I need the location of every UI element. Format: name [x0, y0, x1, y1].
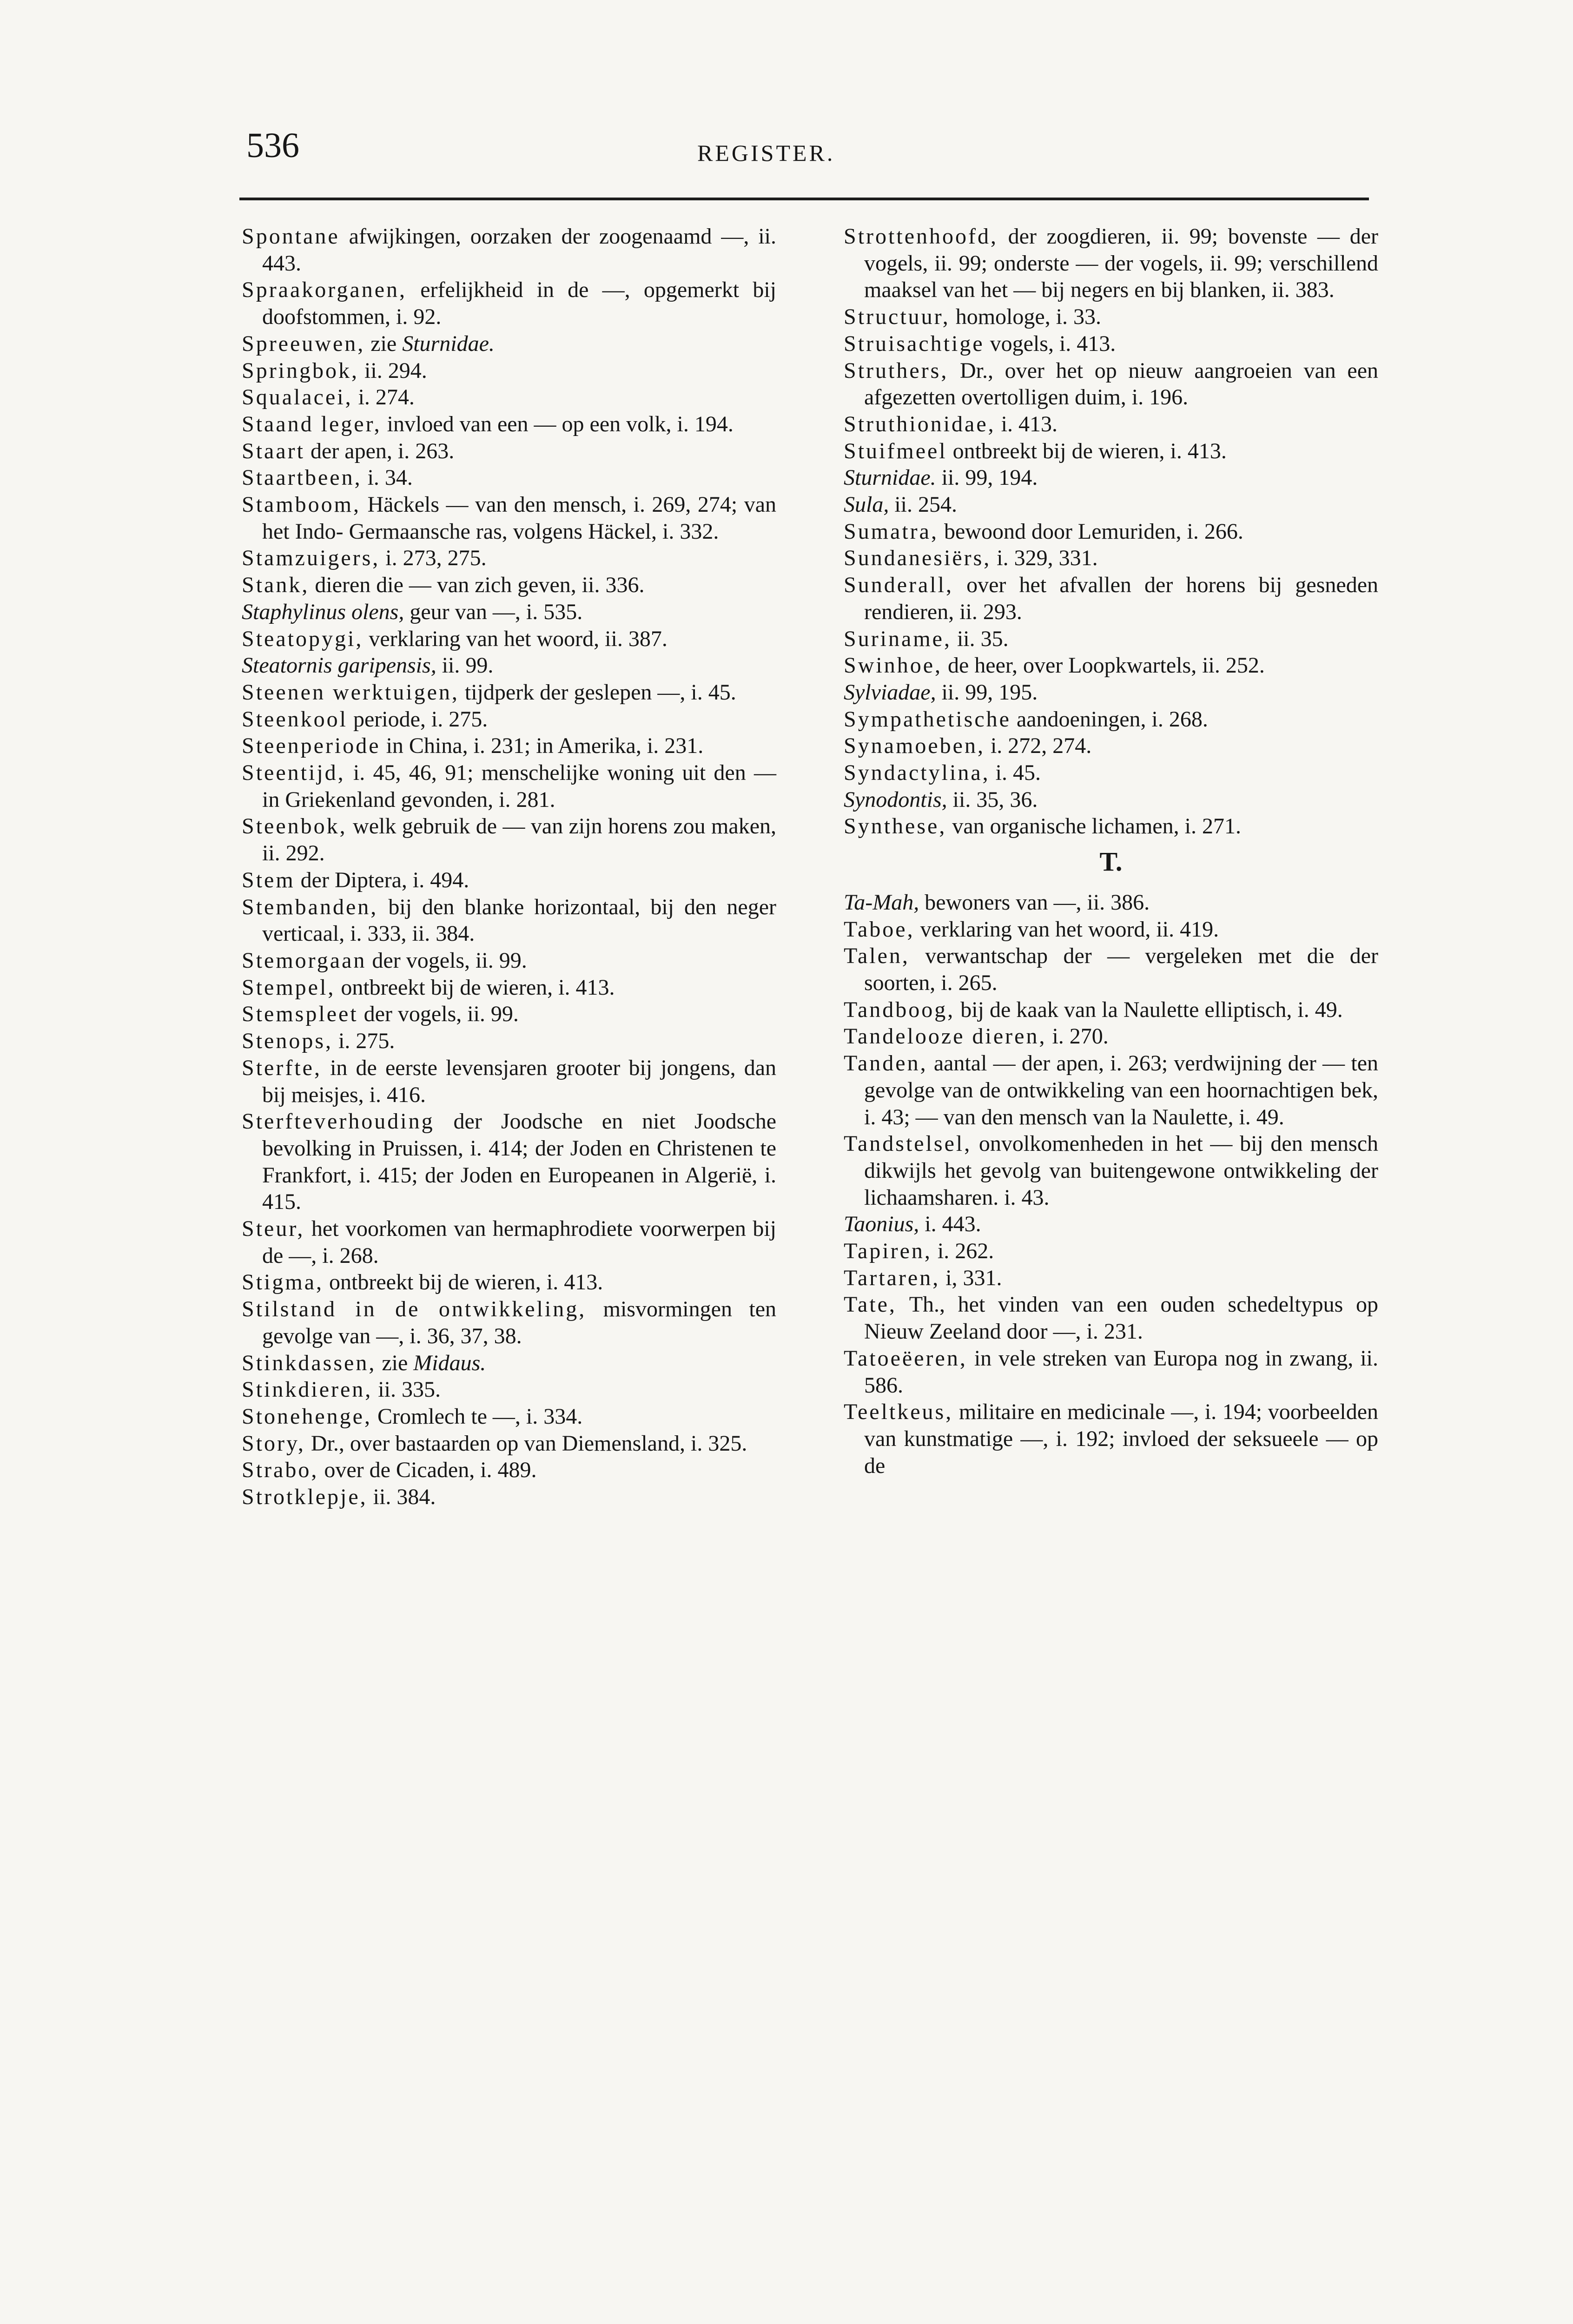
index-entry	[242, 223, 776, 277]
index-locator: der vogels, ii. 99.	[366, 948, 527, 973]
index-entry	[242, 813, 776, 866]
index-term: Teeltkeus,	[844, 1400, 953, 1425]
index-entry	[844, 786, 1378, 813]
index-term: Strabo,	[242, 1458, 319, 1483]
index-entry	[844, 572, 1378, 625]
index-entry	[844, 1050, 1378, 1130]
index-entry	[844, 1291, 1378, 1345]
index-locator: ii. 99, 194.	[936, 465, 1038, 490]
index-crossref: Sturnidae.	[402, 331, 495, 356]
index-entry	[844, 652, 1378, 679]
index-locator: vogels, i. 413.	[984, 331, 1116, 356]
index-entry	[844, 518, 1378, 545]
index-locator: i. 274.	[352, 385, 415, 410]
index-term: Sturnidae.	[844, 465, 936, 490]
index-term: Sylviadae,	[844, 680, 936, 705]
index-entry	[242, 384, 776, 411]
left-column	[242, 223, 776, 1511]
index-locator: in de eerste levensjaren grooter bij jongens, dan bij meisjes, i. 416.	[262, 1055, 776, 1107]
index-term: Swinhoe,	[844, 653, 942, 678]
index-entry	[242, 706, 776, 733]
index-entry	[242, 974, 776, 1001]
header-rule	[239, 198, 1369, 200]
index-entry	[844, 626, 1378, 653]
index-entry	[242, 679, 776, 706]
index-crossref: Midaus.	[413, 1350, 486, 1375]
index-entry	[242, 1108, 776, 1215]
index-term: Suriname,	[844, 626, 952, 651]
index-entry	[242, 1001, 776, 1028]
index-term: Stempel,	[242, 975, 336, 1000]
index-locator: van organische lichamen, i. 271.	[946, 814, 1241, 839]
index-locator: periode, i. 275.	[347, 706, 488, 732]
index-locator: i. 270.	[1046, 1024, 1109, 1049]
index-locator: in vele streken van Europa nog in zwang, ii. 586.	[864, 1346, 1378, 1398]
index-entry	[844, 545, 1378, 572]
index-term: Stenops,	[242, 1029, 333, 1054]
index-term: Stamboom,	[242, 492, 361, 517]
index-term: Synodontis,	[844, 787, 947, 812]
index-entry	[844, 411, 1378, 438]
index-locator: der Diptera, i. 494.	[295, 867, 469, 892]
index-entry	[844, 1211, 1378, 1238]
index-locator: zie	[365, 331, 403, 356]
index-locator: Cromlech te —, i. 334.	[371, 1404, 583, 1429]
index-entry	[844, 813, 1378, 840]
index-term: Synamoeben,	[844, 733, 985, 759]
index-entry	[242, 1403, 776, 1430]
index-entry	[844, 943, 1378, 996]
index-locator: bewoners van —, ii. 386.	[919, 890, 1150, 915]
running-head: REGISTER.	[697, 140, 835, 166]
index-locator: het voorkomen van hermaphrodiete voorwerpen bij de —, i. 268.	[262, 1216, 776, 1268]
index-locator: homologe, i. 33.	[950, 304, 1102, 330]
index-term: Tandelooze dieren,	[844, 1024, 1047, 1049]
index-entry	[242, 491, 776, 545]
index-term: Struthionidae,	[844, 411, 996, 436]
index-entry	[844, 1238, 1378, 1265]
index-entry	[844, 304, 1378, 330]
index-locator: der Joodsche en niet Joodsche bevolking in Pruissen, i. 414; der Joden en Christenen te Frankfort, i. 415; der Joden en Europeanen in Algerië, i. 415.	[262, 1109, 776, 1215]
index-locator: ontbreekt bij de wieren, i. 413.	[324, 1270, 603, 1295]
index-term: Talen,	[844, 944, 910, 969]
index-entry	[844, 889, 1378, 916]
index-entry	[242, 1376, 776, 1403]
index-entry	[844, 997, 1378, 1023]
index-term: Stilstand in de ontwikkeling,	[242, 1297, 587, 1322]
index-term: Squalacei,	[242, 385, 353, 410]
index-locator: i. 45.	[990, 760, 1041, 786]
index-term: Steenbok,	[242, 814, 347, 839]
index-entry	[242, 947, 776, 974]
index-entry	[844, 223, 1378, 304]
index-term: Stemorgaan	[242, 948, 367, 973]
index-term: Tandboog,	[844, 997, 955, 1022]
index-term: Stamzuigers,	[242, 546, 380, 571]
index-term: Tate,	[844, 1292, 897, 1317]
index-entry	[242, 545, 776, 572]
index-entry	[242, 1484, 776, 1511]
index-entry	[242, 867, 776, 894]
index-term: Sterfte,	[242, 1055, 322, 1080]
index-locator: ii. 99.	[436, 653, 494, 678]
index-entry	[242, 1430, 776, 1457]
index-term: Structuur,	[844, 304, 950, 330]
index-locator: ii. 294.	[359, 358, 427, 383]
index-locator: Dr., over bastaarden op van Diemensland, i. 325.	[305, 1431, 747, 1456]
index-entry	[844, 464, 1378, 491]
index-locator: verwantschap der — vergeleken met die der soorten, i. 265.	[864, 944, 1378, 995]
index-term: Staart	[242, 438, 305, 463]
index-term: Stigma,	[242, 1270, 324, 1295]
index-term: Sumatra,	[844, 519, 939, 544]
index-term: Steentijd,	[242, 760, 345, 786]
index-locator: invloed van een — op een volk, i. 194.	[381, 411, 734, 436]
index-locator: ontbreekt bij de wieren, i. 413.	[947, 438, 1227, 463]
index-entry	[242, 599, 776, 626]
index-term: Ta-Mah,	[844, 890, 919, 915]
index-entry	[242, 1350, 776, 1377]
index-term: Syndactylina,	[844, 760, 990, 786]
index-locator: ii. 35.	[951, 626, 1009, 651]
index-locator: bij den blanke horizontaal, bij den neger verticaal, i. 333, ii. 384.	[262, 894, 776, 946]
index-locator: der zoogdieren, ii. 99; bovenste — der vogels, ii. 99; onderste — der vogels, ii. 99; verschillend maaksel van het — bij negers en bij blanken, ii. 383.	[864, 224, 1378, 303]
index-locator: ii. 254.	[889, 492, 958, 517]
index-entry	[242, 277, 776, 330]
index-term: Stinkdieren,	[242, 1377, 373, 1402]
index-locator: i. 443.	[919, 1212, 981, 1237]
index-term: Tartaren,	[844, 1265, 940, 1290]
index-term: Strotklepje,	[242, 1485, 368, 1510]
index-locator: der vogels, ii. 99.	[358, 1002, 519, 1027]
index-entry	[242, 572, 776, 599]
index-locator: Th., het vinden van een ouden schedeltypus op Nieuw Zeeland door —, i. 231.	[864, 1292, 1378, 1344]
index-entry	[242, 894, 776, 947]
index-locator: misvormingen ten gevolge van —, i. 36, 37, 38.	[262, 1297, 776, 1348]
index-term: Struthers,	[844, 358, 949, 383]
index-term: Staartbeen,	[242, 465, 362, 490]
index-term: Spontane	[242, 224, 340, 249]
index-term: Stuifmeel	[844, 438, 947, 463]
index-entry	[844, 706, 1378, 733]
index-locator: ii. 35, 36.	[947, 787, 1038, 812]
index-term: Tanden,	[844, 1051, 928, 1076]
index-term: Strottenhoofd,	[844, 224, 998, 249]
index-locator: der apen, i. 263.	[304, 438, 455, 463]
index-locator: i, 331.	[940, 1265, 1002, 1290]
index-locator: i. 45, 46, 91; menschelijke woning uit den — in Griekenland gevonden, i. 281.	[262, 760, 776, 812]
index-locator: aandoeningen, i. 268.	[1011, 706, 1208, 732]
index-term: Steenperiode	[242, 733, 381, 759]
index-term: Synthese,	[844, 814, 947, 839]
index-term: Struisachtige	[844, 331, 985, 356]
index-term: Steur,	[242, 1216, 305, 1241]
index-locator: Dr., over het op nieuw aangroeien van een afgezetten overtolligen duim, i. 196.	[864, 358, 1378, 410]
index-term: Stembanden,	[242, 894, 378, 919]
index-term: Tatoeëeren,	[844, 1346, 967, 1371]
index-locator: over de Cicaden, i. 489.	[318, 1458, 537, 1483]
index-locator: militaire en medicinale —, i. 194; voorbeelden van kunstmatige —, i. 192; invloed der seksueele — op de	[864, 1400, 1378, 1478]
index-term: Story,	[242, 1431, 305, 1456]
right-column	[844, 223, 1378, 1479]
index-locator: over het afvallen der horens bij gesneden rendieren, ii. 293.	[864, 573, 1378, 624]
index-term: Steenkool	[242, 706, 348, 732]
section-heading: T.	[1099, 846, 1123, 877]
index-term: Steenen werktuigen,	[242, 680, 459, 705]
index-entry	[242, 759, 776, 813]
index-locator: ontbreekt bij de wieren, i. 413.	[335, 975, 615, 1000]
index-entry	[242, 733, 776, 759]
index-term: Sterfteverhouding	[242, 1109, 435, 1134]
index-term: Steatopygi,	[242, 626, 364, 651]
index-entry	[242, 1215, 776, 1269]
index-entry	[844, 679, 1378, 706]
index-term: Staand leger,	[242, 411, 382, 436]
index-entry	[242, 1028, 776, 1055]
index-locator: dieren die — van zich geven, ii. 336.	[309, 573, 645, 598]
index-term: Stonehenge,	[242, 1404, 372, 1429]
index-term: Sula,	[844, 492, 889, 517]
index-locator: Häckels — van den mensch, i. 269, 274; van het Indo- Germaansche ras, volgens Häckel, i. 332.	[262, 492, 776, 544]
index-term: Taboe,	[844, 917, 915, 942]
index-locator: zie	[376, 1350, 414, 1375]
index-entry	[242, 1055, 776, 1108]
index-locator: i. 273, 275.	[380, 546, 487, 571]
index-locator: ii. 99, 195.	[936, 680, 1038, 705]
index-entry	[242, 411, 776, 438]
index-locator: geur van —, i. 535.	[404, 599, 583, 624]
index-entry	[242, 1457, 776, 1484]
index-term: Sundanesiërs,	[844, 546, 991, 571]
index-locator: aantal — der apen, i. 263; verdwijning der — ten gevolge van de ontwikkeling van een hoornachtigen bek, i. 43; — van den mensch van la Naulette, i. 49.	[864, 1051, 1378, 1129]
page-number: 536	[246, 126, 299, 165]
index-locator: i. 262.	[932, 1239, 994, 1264]
index-locator: de heer, over Loopkwartels, ii. 252.	[942, 653, 1265, 678]
index-locator: i. 413.	[995, 411, 1057, 436]
index-entry	[242, 330, 776, 357]
index-entry	[844, 733, 1378, 759]
index-locator: welk gebruik de — van zijn horens zou maken, ii. 292.	[262, 814, 776, 866]
index-entry	[242, 1269, 776, 1296]
index-locator: i. 329, 331.	[991, 546, 1098, 571]
index-locator: i. 272, 274.	[985, 733, 1092, 759]
index-term: Sympathetische	[844, 706, 1011, 732]
index-locator: i. 275.	[333, 1029, 395, 1054]
index-entry	[844, 1130, 1378, 1211]
index-term: Sunderall,	[844, 573, 953, 598]
index-entry	[844, 1345, 1378, 1399]
index-locator: in China, i. 231; in Amerika, i. 231.	[380, 733, 704, 759]
index-term: Spreeuwen,	[242, 331, 365, 356]
index-term: Tandstelsel,	[844, 1131, 972, 1156]
index-entry	[242, 357, 776, 384]
index-locator: onvolkomenheden in het — bij den mensch dikwijls het gevolg van buitengewone ontwikkeling der lichaamsharen. i. 43.	[864, 1131, 1378, 1210]
index-term: Stank,	[242, 573, 310, 598]
index-entry	[242, 626, 776, 653]
index-entry	[844, 438, 1378, 465]
index-entry	[242, 1296, 776, 1349]
index-locator: i. 34.	[362, 465, 413, 490]
index-entry	[844, 491, 1378, 518]
index-term: Stem	[242, 867, 295, 892]
index-term: Stinkdassen,	[242, 1350, 377, 1375]
index-entry	[242, 438, 776, 465]
index-entry	[844, 1265, 1378, 1292]
index-term: Spraakorganen,	[242, 277, 407, 303]
index-entry	[844, 759, 1378, 786]
index-locator: erfelijkheid in de —, opgemerkt bij doofstommen, i. 92.	[262, 277, 776, 330]
index-entry	[844, 1023, 1378, 1050]
index-locator: verklaring van het woord, ii. 387.	[363, 626, 668, 651]
index-entry	[844, 916, 1378, 943]
index-entry	[242, 464, 776, 491]
index-term: Taonius,	[844, 1212, 919, 1237]
index-term: Stemspleet	[242, 1002, 358, 1027]
index-term: Springbok,	[242, 358, 359, 383]
index-locator: afwijkingen, oorzaken der zoogenaamd —, ii. 443.	[262, 224, 776, 276]
index-entry	[844, 1399, 1378, 1479]
index-locator: verklaring van het woord, ii. 419.	[914, 917, 1219, 942]
index-locator: tijdperk der geslepen —, i. 45.	[459, 680, 736, 705]
index-entry	[844, 330, 1378, 357]
index-term: Staphylinus olens,	[242, 599, 404, 624]
index-locator: bewoond door Lemuriden, i. 266.	[938, 519, 1243, 544]
index-entry	[242, 652, 776, 679]
index-locator: bij de kaak van la Naulette elliptisch, i. 49.	[955, 997, 1343, 1022]
index-locator: ii. 335.	[372, 1377, 441, 1402]
index-entry	[844, 357, 1378, 411]
index-term: Tapiren,	[844, 1239, 932, 1264]
index-locator: ii. 384.	[367, 1485, 436, 1510]
index-term: Steatornis garipensis,	[242, 653, 436, 678]
